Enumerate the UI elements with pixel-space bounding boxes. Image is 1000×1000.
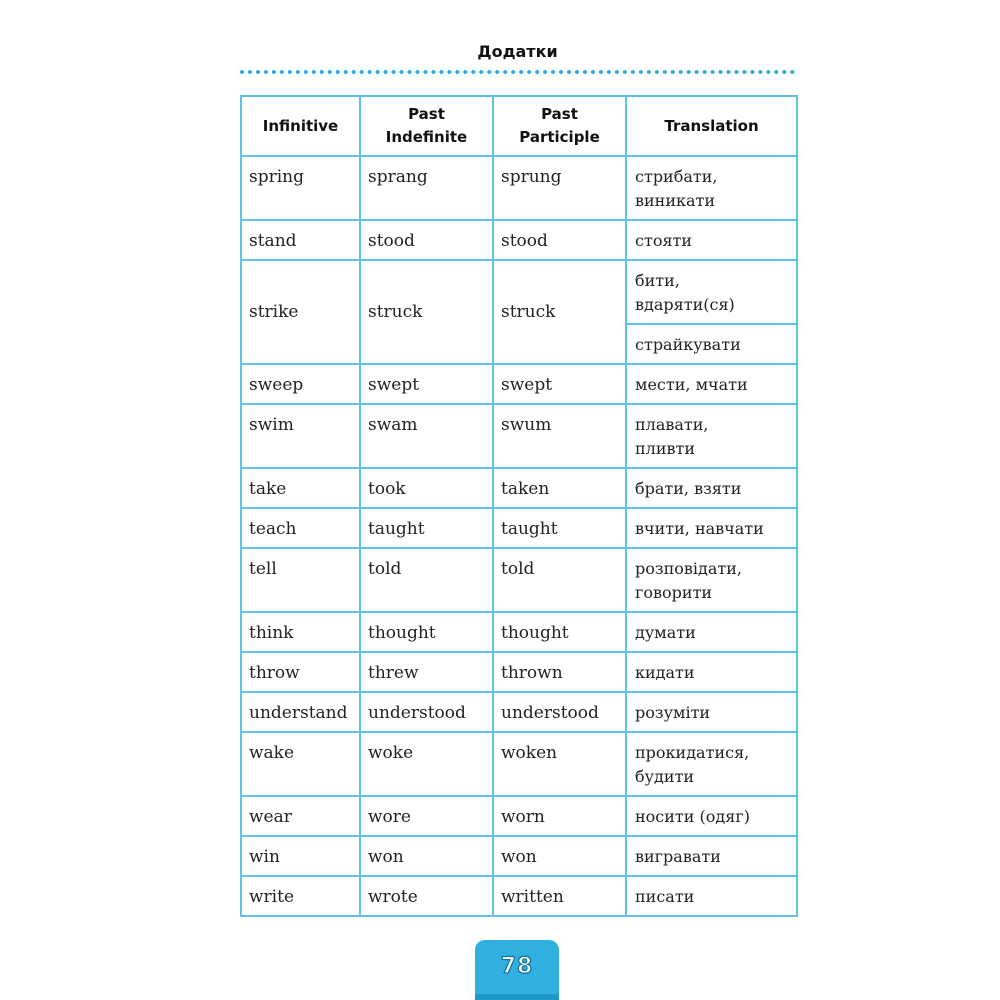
cell-past-indefinite: won xyxy=(360,836,493,876)
cell-past-indefinite: understood xyxy=(360,692,493,732)
translation-line: вдаряти(ся) xyxy=(635,295,735,314)
cell-translation xyxy=(626,404,797,468)
cell-past-indefinite: threw xyxy=(360,652,493,692)
cell-translation xyxy=(626,156,797,220)
cell-translation: розуміти xyxy=(626,692,797,732)
translation-line: розповідати, xyxy=(635,559,743,578)
table-header-row xyxy=(241,96,797,156)
table-row xyxy=(241,836,797,876)
cell-past-indefinite: woke xyxy=(360,732,493,796)
cell-past-indefinite: sprang xyxy=(360,156,493,220)
cell-infinitive: stand xyxy=(241,220,360,260)
cell-translation: стояти xyxy=(626,220,797,260)
cell-translation: вчити, навчати xyxy=(626,508,797,548)
cell-infinitive: think xyxy=(241,612,360,652)
translation-line: пливти xyxy=(635,439,696,458)
table-row xyxy=(241,692,797,732)
table-row xyxy=(241,548,797,612)
cell-translation: носити (одяг) xyxy=(626,796,797,836)
table-row xyxy=(241,732,797,796)
cell-infinitive: take xyxy=(241,468,360,508)
cell-infinitive: wake xyxy=(241,732,360,796)
header-past-participle-line2: Participle xyxy=(519,128,600,146)
header-past-indefinite xyxy=(360,96,493,156)
translation-line: говорити xyxy=(635,583,713,602)
cell-past-participle: worn xyxy=(493,796,626,836)
cell-past-participle: taken xyxy=(493,468,626,508)
cell-translation: кидати xyxy=(626,652,797,692)
header-past-indefinite-line1: Past xyxy=(408,105,445,123)
header-past-participle xyxy=(493,96,626,156)
cell-infinitive: throw xyxy=(241,652,360,692)
cell-past-participle: sprung xyxy=(493,156,626,220)
cell-past-indefinite: thought xyxy=(360,612,493,652)
cell-infinitive: win xyxy=(241,836,360,876)
section-title: Додатки xyxy=(477,42,558,61)
cell-infinitive: swim xyxy=(241,404,360,468)
header-infinitive: Infinitive xyxy=(241,96,360,156)
cell-past-participle: told xyxy=(493,548,626,612)
header-translation: Translation xyxy=(626,96,797,156)
cell-past-indefinite: swept xyxy=(360,364,493,404)
table-row xyxy=(241,652,797,692)
cell-past-indefinite: told xyxy=(360,548,493,612)
cell-past-indefinite: wore xyxy=(360,796,493,836)
cell-infinitive: spring xyxy=(241,156,360,220)
table-row xyxy=(241,612,797,652)
cell-past-participle: won xyxy=(493,836,626,876)
table-row xyxy=(241,876,797,916)
cell-infinitive: wear xyxy=(241,796,360,836)
cell-infinitive: sweep xyxy=(241,364,360,404)
cell-infinitive: write xyxy=(241,876,360,916)
table-row xyxy=(241,468,797,508)
cell-past-participle: thrown xyxy=(493,652,626,692)
irregular-verbs-table xyxy=(240,95,798,917)
header-past-participle-line1: Past xyxy=(541,105,578,123)
translation-line: будити xyxy=(635,767,695,786)
cell-past-participle: woken xyxy=(493,732,626,796)
cell-past-indefinite: stood xyxy=(360,220,493,260)
cell-past-indefinite: struck xyxy=(360,260,493,364)
cell-translation: страйкувати xyxy=(626,324,797,364)
table-row xyxy=(241,156,797,220)
cell-past-participle: swum xyxy=(493,404,626,468)
table-row xyxy=(241,260,797,324)
cell-translation: брати, взяти xyxy=(626,468,797,508)
translation-line: виникати xyxy=(635,191,716,210)
table-row xyxy=(241,796,797,836)
cell-past-indefinite: taught xyxy=(360,508,493,548)
table-row xyxy=(241,220,797,260)
translation-line: бити, xyxy=(635,271,680,290)
translation-line: прокидатися, xyxy=(635,743,750,762)
cell-translation xyxy=(626,548,797,612)
cell-infinitive: strike xyxy=(241,260,360,364)
cell-translation xyxy=(626,260,797,324)
cell-infinitive: tell xyxy=(241,548,360,612)
cell-past-participle: understood xyxy=(493,692,626,732)
cell-past-participle: thought xyxy=(493,612,626,652)
cell-translation: вигравати xyxy=(626,836,797,876)
cell-translation: мести, мчати xyxy=(626,364,797,404)
table-row xyxy=(241,364,797,404)
cell-translation: думати xyxy=(626,612,797,652)
cell-past-participle: stood xyxy=(493,220,626,260)
cell-past-indefinite: swam xyxy=(360,404,493,468)
cell-past-indefinite: wrote xyxy=(360,876,493,916)
dotted-divider xyxy=(240,70,795,74)
cell-infinitive: teach xyxy=(241,508,360,548)
cell-infinitive: understand xyxy=(241,692,360,732)
translation-line: стрибати, xyxy=(635,167,718,186)
translation-line: плавати, xyxy=(635,415,709,434)
cell-past-participle: taught xyxy=(493,508,626,548)
cell-translation: писати xyxy=(626,876,797,916)
cell-past-participle: swept xyxy=(493,364,626,404)
cell-past-participle: written xyxy=(493,876,626,916)
table-row xyxy=(241,508,797,548)
cell-past-indefinite: took xyxy=(360,468,493,508)
page-number: 78 xyxy=(500,954,534,979)
table-row xyxy=(241,404,797,468)
cell-translation xyxy=(626,732,797,796)
header-past-indefinite-line2: Indefinite xyxy=(385,128,468,146)
cell-past-participle: struck xyxy=(493,260,626,364)
